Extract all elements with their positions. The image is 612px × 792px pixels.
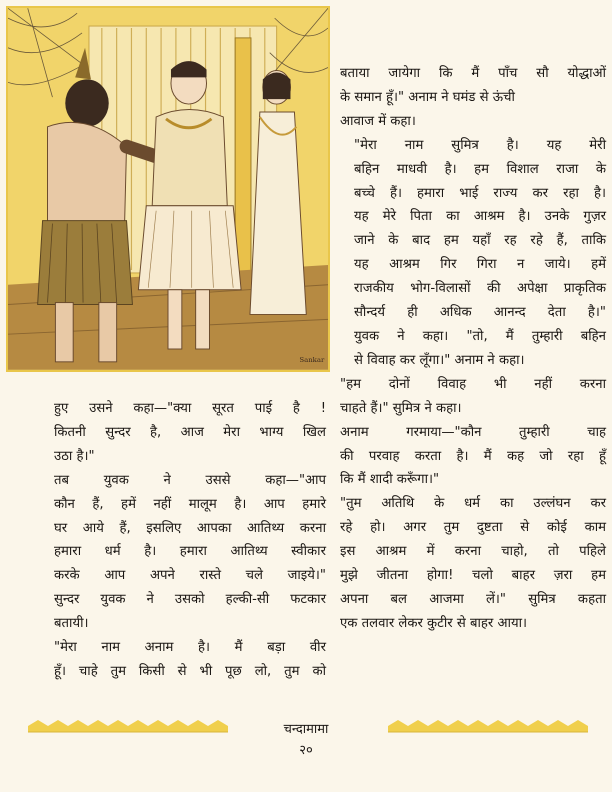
text-line: कितनी सुन्दर है, आज मेरा भाग्य खिल bbox=[54, 424, 326, 440]
text-line: हुए उसने कहा—"क्या सूरत पाई है ! bbox=[54, 401, 326, 416]
text-line: राजकीय भोग-विलासों की अपेक्षा प्राकृतिक bbox=[354, 281, 606, 297]
text-line: कौन हैं, हमें नहीं मालूम है। आप हमारे bbox=[54, 496, 326, 512]
paragraph bbox=[54, 469, 326, 636]
text-line: से विवाह कर लूँगा।" अनाम ने कहा। bbox=[354, 352, 525, 368]
paragraph bbox=[340, 62, 606, 134]
text-line: जाने के बाद हम यहाँ रह रहे हैं, ताकि bbox=[354, 233, 606, 249]
text-line: अपना बल आजमा लें।" सुमित्र कहता bbox=[340, 591, 606, 607]
text-line: सुन्दर युवक ने उसको हल्की-सी फटकार bbox=[54, 592, 326, 608]
text-line: घर आये हैं, इसलिए आपका आतिथ्य करना bbox=[54, 520, 326, 536]
text-line: "मेरा नाम अनाम है। मैं बड़ा वीर bbox=[54, 640, 326, 656]
text-line: के समान हूँ।" अनाम ने घमंड से ऊंची bbox=[340, 89, 515, 105]
text-line: चाहते हैं।" सुमित्र ने कहा। bbox=[340, 400, 462, 416]
left-column bbox=[54, 397, 326, 684]
text-line: बतायी। bbox=[54, 616, 89, 632]
text-line: इस आश्रम में करना चाहो, तो पहिले bbox=[340, 544, 606, 560]
text-line: "तुम अतिथि के धर्म का उल्लंघन कर bbox=[340, 496, 606, 512]
paragraph bbox=[54, 397, 326, 469]
illustration-signature: Sankar bbox=[299, 355, 325, 364]
text-line: "हम दोनों विवाह भी नहीं करना bbox=[340, 376, 606, 392]
text-line: बताया जायेगा कि मैं पाँच सौ योद्धाओं bbox=[340, 66, 606, 81]
text-line: हमारा धर्म है। हमारा आतिथ्य स्वीकार bbox=[54, 544, 326, 560]
text-line: बहिन माधवी है। हम विशाल राजा के bbox=[354, 161, 606, 177]
text-line: कि मैं शादी करूँगा।" bbox=[340, 472, 440, 488]
paragraph bbox=[340, 421, 606, 493]
text-line: यह आश्रम गिर गिरा न जाये। हमें bbox=[354, 257, 606, 273]
text-line: रहे हो। अगर तुम दुष्टता से कोई काम bbox=[340, 520, 606, 536]
text-line: युवक ने कहा। "तो, मैं तुम्हारी बहिन bbox=[354, 328, 606, 344]
paragraph bbox=[340, 134, 606, 373]
text-line: अनाम गरमाया—"कौन तुम्हारी चाह bbox=[340, 424, 606, 440]
text-line: उठा है।" bbox=[54, 448, 95, 464]
text-line: "मेरा नाम सुमित्र है। यह मेरी bbox=[354, 137, 606, 153]
text-line: तब युवक ने उससे कहा—"आप bbox=[54, 472, 326, 488]
text-line: की परवाह करता है। मैं कह जो रहा हूँ bbox=[340, 448, 606, 464]
text-line: आवाज में कहा। bbox=[340, 113, 416, 129]
page-number: २० bbox=[299, 743, 313, 758]
text-line: मुझे जीतना होगा! चलो बाहर ज़रा हम bbox=[340, 568, 606, 584]
text-line: बच्चे हैं। हमारा भाई राज्य कर रहा है। bbox=[354, 185, 606, 201]
paragraph bbox=[340, 492, 606, 635]
paragraph bbox=[54, 636, 326, 684]
story-illustration bbox=[6, 6, 330, 372]
text-line: हूँ। चाहे तुम किसी से भी पूछ लो, तुम को bbox=[54, 663, 326, 679]
text-line: करके आप अपने रास्ते चले जाइये।" bbox=[54, 568, 326, 584]
text-line: सौन्दर्य ही अधिक आनन्द देता है।" bbox=[354, 305, 606, 321]
right-column bbox=[340, 62, 606, 636]
magazine-title: चन्दामामा bbox=[283, 722, 329, 737]
illustration-icon bbox=[8, 8, 328, 370]
paragraph bbox=[340, 373, 606, 421]
text-line: एक तलवार लेकर कुटीर से बाहर आया। bbox=[340, 615, 528, 631]
text-line: यह मेरे पिता का आश्रम है। उनके गुज़र bbox=[354, 209, 606, 225]
